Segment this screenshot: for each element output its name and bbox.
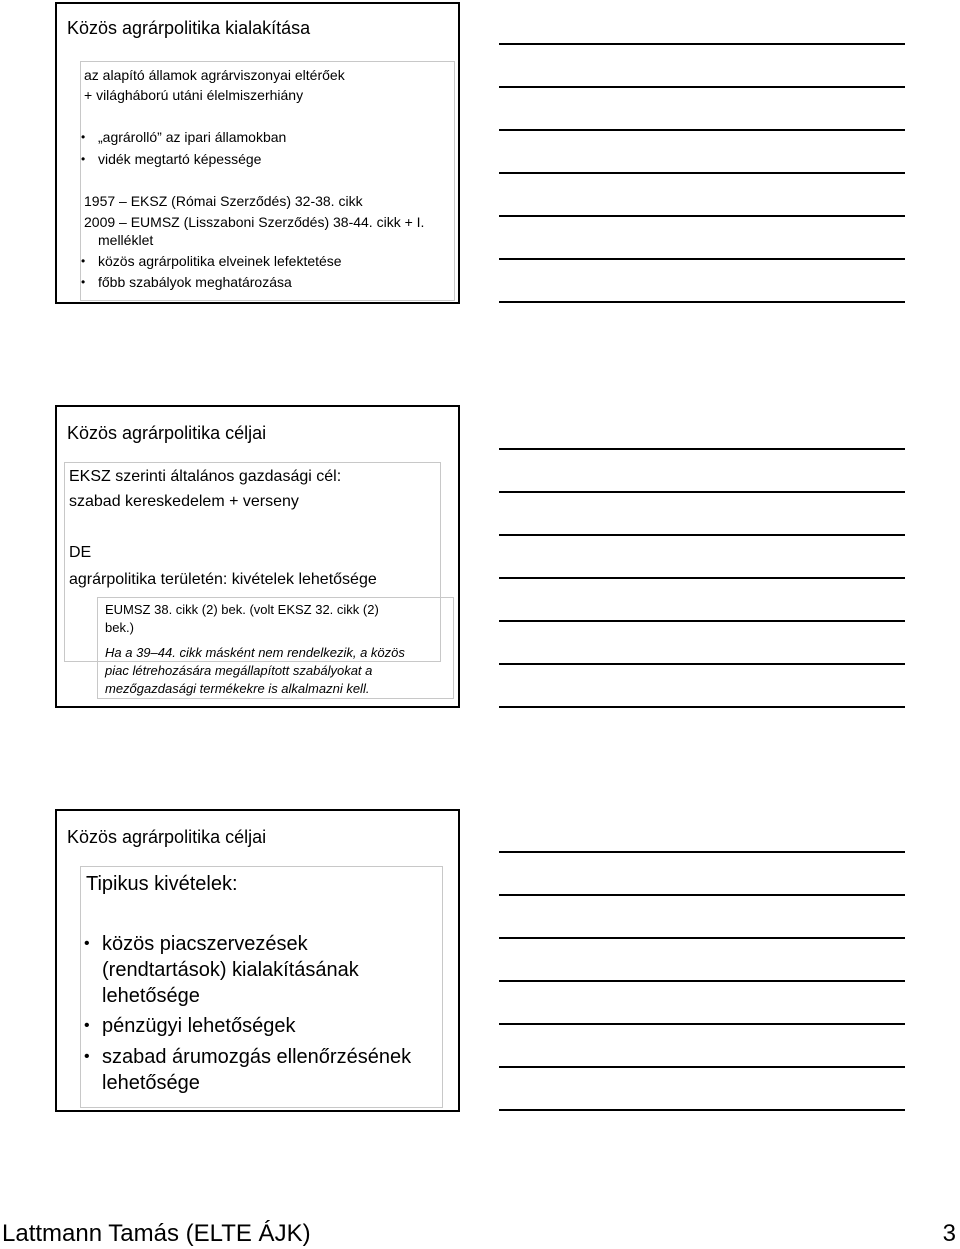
note-line — [499, 448, 905, 450]
text-line: 1957 – EKSZ (Római Szerződés) 32-38. cikk — [84, 193, 363, 209]
text-line: szabad kereskedelem + verseny — [69, 493, 299, 510]
quote-line: bek.) — [105, 620, 134, 635]
note-line — [499, 851, 905, 853]
note-line — [499, 1023, 905, 1025]
quote-line: piac létrehozására megállapított szabályokat a — [105, 663, 373, 678]
note-line — [499, 980, 905, 982]
note-line — [499, 663, 905, 665]
text-line: EKSZ szerinti általános gazdasági cél: — [69, 468, 342, 485]
bullet-item: • szabad árumozgás ellenőrzésének — [102, 1044, 411, 1070]
quote-line: Ha a 39–44. cikk másként nem rendelkezik, a közös — [105, 645, 405, 660]
bullet-item: • „agrárolló” az ipari államokban — [98, 128, 286, 146]
text-line: (rendtartások) kialakításának — [102, 959, 359, 981]
note-line — [499, 258, 905, 260]
note-line — [499, 1109, 905, 1111]
quote-line: EUMSZ 38. cikk (2) bek. (volt EKSZ 32. cikk (2) — [105, 602, 379, 617]
text-line: 2009 – EUMSZ (Lisszaboni Szerződés) 38-44. cikk + I. — [84, 214, 425, 230]
note-line — [499, 1066, 905, 1068]
text-line: az alapító államok agrárviszonyai eltérőek — [84, 67, 345, 83]
note-line — [499, 491, 905, 493]
slide-title: Közös agrárpolitika kialakítása — [67, 18, 311, 38]
note-line — [499, 706, 905, 708]
note-line — [499, 894, 905, 896]
slide-3 — [55, 809, 460, 1112]
quote-line: mezőgazdasági termékekre is alkalmazni kell. — [105, 681, 370, 696]
text-line: DE — [69, 544, 92, 561]
slide-2 — [55, 405, 460, 708]
text-line: melléklet — [98, 232, 154, 248]
slide-1 — [55, 2, 460, 304]
text-line: lehetősége — [102, 985, 200, 1007]
note-line — [499, 215, 905, 217]
bullet-item: • pénzügyi lehetőségek — [102, 1013, 295, 1039]
bullet-item: • főbb szabályok meghatározása — [98, 273, 292, 291]
note-line — [499, 937, 905, 939]
bullet-item: • közös piacszervezések — [102, 931, 308, 957]
page-number: 3 — [942, 1220, 956, 1247]
text-line: Tipikus kivételek: — [86, 873, 238, 895]
bullet-item: • vidék megtartó képessége — [98, 150, 261, 168]
note-line — [499, 43, 905, 45]
text-line: agrárpolitika területén: kivételek lehetősége — [69, 571, 377, 588]
text-line: + világháború utáni élelmiszerhiány — [84, 87, 304, 103]
bullet-item: • közös agrárpolitika elveinek lefektetése — [98, 252, 342, 270]
slide-title: Közös agrárpolitika céljai — [67, 827, 267, 847]
note-line — [499, 577, 905, 579]
footer-author: Lattmann Tamás (ELTE ÁJK) — [2, 1220, 311, 1247]
note-line — [499, 534, 905, 536]
note-line — [499, 129, 905, 131]
slide-title: Közös agrárpolitika céljai — [67, 423, 267, 443]
note-line — [499, 301, 905, 303]
note-line — [499, 86, 905, 88]
text-line: lehetősége — [102, 1072, 200, 1094]
note-line — [499, 172, 905, 174]
note-line — [499, 620, 905, 622]
